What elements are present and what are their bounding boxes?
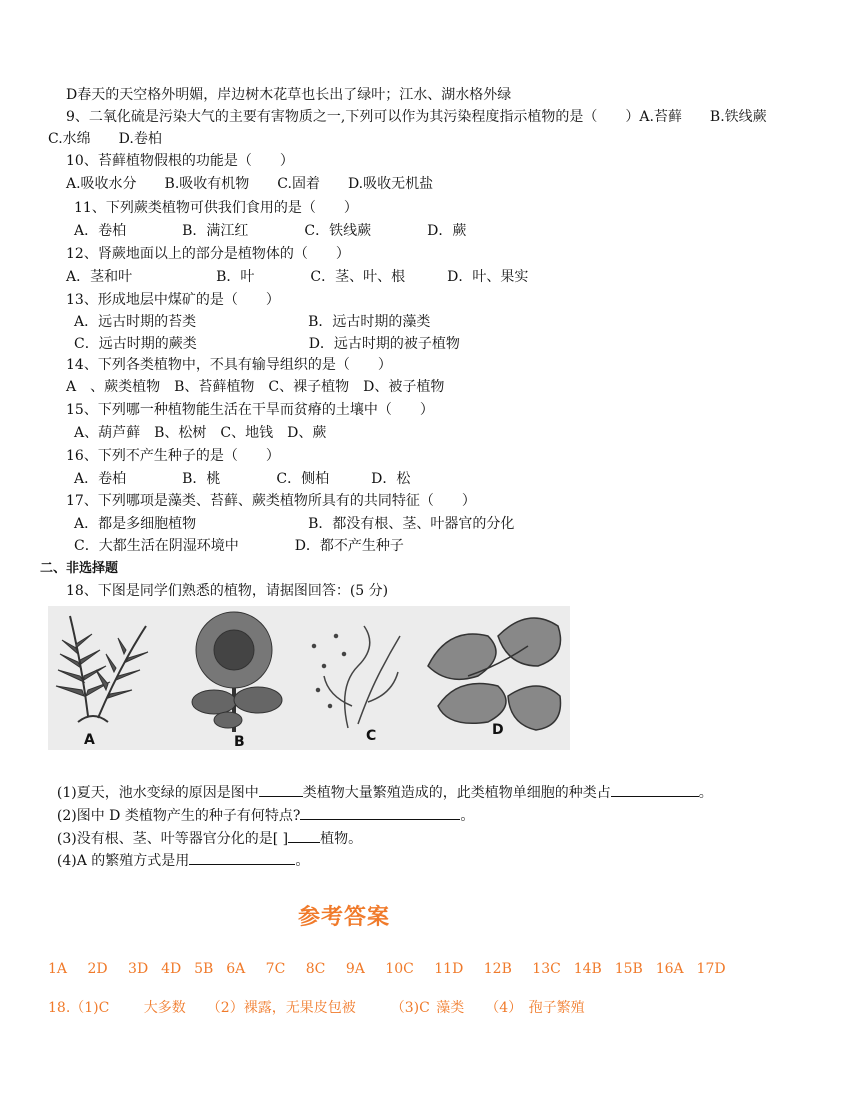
question-17: 17、下列哪项是藻类、苔藓、蕨类植物所具有的共同特征（ ） bbox=[66, 493, 476, 509]
figure-label-b: B bbox=[234, 734, 245, 750]
subquestion-2-text: (2)图中 D 类植物产生的种子有何特点? bbox=[56, 808, 301, 824]
figure-label-d: D bbox=[492, 722, 504, 738]
question-15: 15、下列哪一种植物能生活在干旱而贫瘠的土壤中（ ） bbox=[66, 402, 434, 418]
figure-label-a: A bbox=[84, 732, 95, 748]
question-16: 16、下列不产生种子的是（ ） bbox=[66, 448, 280, 464]
question-17-options-ab: A．都是多细胞植物 B．都没有根、茎、叶器官的分化 bbox=[74, 516, 515, 532]
question-14-options: A 、蕨类植物 B、苔藓植物 C、裸子植物 D、被子植物 bbox=[66, 379, 445, 395]
question-13-options-cd: C．远古时期的蕨类 D．远古时期的被子植物 bbox=[74, 336, 460, 352]
section-heading: 二、非选择题 bbox=[40, 561, 119, 576]
question-15-options: A、葫芦藓 B、松树 C、地钱 D、蕨 bbox=[74, 425, 327, 441]
subquestion-4-text: (4)A 的繁殖方式是用 bbox=[56, 853, 190, 869]
answer-blank-4[interactable] bbox=[189, 850, 295, 865]
question-12: 12、肾蕨地面以上的部分是植物体的（ ） bbox=[66, 246, 350, 262]
answers-row-2: 18.（1)C 大多数 （2）裸露，无果皮包被 （3)C 藻类 （4） 孢子繁殖 bbox=[48, 1000, 585, 1016]
question-11: 11、下列蕨类植物可供我们食用的是（ ） bbox=[74, 200, 358, 216]
subquestion-3-end: 植物。 bbox=[320, 831, 363, 847]
question-10-options: A.吸收水分 B.吸收有机物 C.固着 D.吸收无机盐 bbox=[66, 176, 434, 192]
subquestion-1-text-a: (1)夏天，池水变绿的原因是图中 bbox=[56, 785, 259, 801]
subquestion-2-end: 。 bbox=[460, 808, 475, 824]
question-16-options: A．卷柏 B．桃 C．侧柏 D．松 bbox=[74, 471, 411, 487]
question-9-options: C.水绵 D.卷柏 bbox=[48, 131, 162, 147]
question-14: 14、下列各类植物中，不具有输导组织的是（ ） bbox=[66, 357, 392, 373]
question-9: 9、二氧化硫是污染大气的主要有害物质之一,下列可以作为其污染程度指示植物的是（ ）A.苔藓 B.铁线蕨 bbox=[66, 109, 767, 125]
subquestion-3-text: (3)没有根、茎、叶等器官分化的是[ ] bbox=[56, 831, 289, 847]
question-8-option-d: D春天的天空格外明媚，岸边树木花草也长出了绿叶；江水、湖水格外绿 bbox=[66, 87, 512, 103]
plants-figure bbox=[48, 606, 570, 750]
answers-title: 参考答案 bbox=[298, 905, 391, 930]
subquestion-4 bbox=[48, 832, 309, 870]
fern-drawing bbox=[56, 616, 148, 722]
subquestion-4-end: 。 bbox=[295, 853, 310, 869]
ginkgo-drawing bbox=[428, 618, 561, 730]
algae-drawing bbox=[313, 626, 401, 728]
question-10: 10、苔藓植物假根的功能是（ ） bbox=[66, 153, 294, 169]
answers-row-1: 1A 2D 3D 4D 5B 6A 7C 8C 9A 10C 11D 12B 13C 14B 15B 16A 17D bbox=[48, 961, 726, 977]
question-11-options: A．卷柏 B．满江红 C．铁线蕨 D．蕨 bbox=[74, 223, 467, 239]
question-13: 13、形成地层中煤矿的是（ ） bbox=[66, 292, 280, 308]
question-12-options: A．茎和叶 B．叶 C．茎、叶、根 D．叶、果实 bbox=[66, 269, 529, 285]
question-18: 18、下图是同学们熟悉的植物，请据图回答：(5 分) bbox=[66, 583, 389, 599]
question-13-options-ab: A．远古时期的苔类 B．远古时期的藻类 bbox=[74, 314, 431, 330]
subquestion-1-end: 。 bbox=[698, 785, 713, 801]
sunflower-drawing bbox=[192, 612, 282, 732]
answer-blank-1b[interactable] bbox=[611, 782, 699, 797]
subquestion-1-text-b: 类植物大量繁殖造成的，此类植物单细胞的种类占 bbox=[302, 785, 611, 801]
question-17-options-cd: C．大都生活在阴湿环境中 D．都不产生种子 bbox=[74, 538, 404, 554]
figure-label-c: C bbox=[366, 728, 377, 744]
